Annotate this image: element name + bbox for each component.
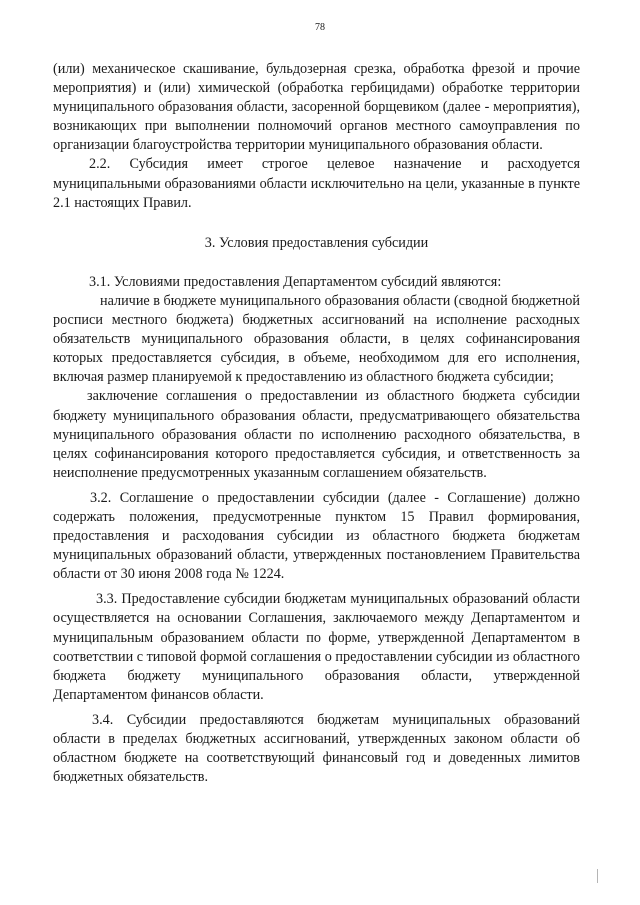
paragraph-3-2: 3.2. Соглашение о предоставлении субсидии (далее - Соглашение) должно содержать положения, предусмотренные пунктом 15 Правил формирования, предоставления и расходования субсидии из областного бюджета бюджетам муниципальных образований области, утвержденных постановлением Правительства области от 30 июня 2008 года № 1224. <box>53 489 580 583</box>
paragraph-continuation: (или) механическое скашивание, бульдозерная срезка, обработка фрезой и прочие мероприятия) и (или) химической (обработка гербицидами) обработке территории муниципального образования области, засоренной борщевиком (далее - мероприятия), возникающих при выполнении полномочий органов местного самоуправления по организации благоустройства территории муниципального образования области. <box>53 61 580 154</box>
paragraph-2-2: 2.2. Субсидия имеет строгое целевое назначение и расходуется муниципальными образованиями области исключительно на цели, указанные в пункте 2.1 настоящих Правил. <box>53 156 580 211</box>
paragraph-3-1-condition-a: наличие в бюджете муниципального образования области (сводной бюджетной росписи местного бюджета) бюджетных ассигнований на исполнение расходных обязательств муниципального образования области, в целях софинансирования которых предоставляется субсидия, в объеме, необходимом для его исполнения, включая размер планируемой к предоставлению из областного бюджета субсидии; <box>53 292 580 386</box>
section-heading-3: 3. Условия предоставления субсидии <box>204 234 429 251</box>
document-body <box>53 60 580 787</box>
paragraph-3-4: 3.4. Субсидии предоставляются бюджетам муниципальных образований области в пределах бюджетных ассигнований, утвержденных законом области об областном бюджете на соответствующий финансовый год и доведенных лимитов бюджетных обязательств. <box>53 711 580 786</box>
paragraph-3-1: 3.1. Условиями предоставления Департаментом субсидий являются: <box>89 273 502 290</box>
page-number: 78 <box>315 22 325 33</box>
scan-edge-mark <box>597 869 598 883</box>
paragraph-3-3: 3.3. Предоставление субсидии бюджетам муниципальных образований области осуществляется на основании Соглашения, заключаемого между Департаментом и муниципальным образованием области по форме, утвержденной Департаментом в соответствии с типовой формой соглашения о предоставлении субсидии из областного бюджета бюджету муниципального образования области, утвержденной Департаментом финансов области. <box>53 591 580 703</box>
paragraph-3-1-condition-b: заключение соглашения о предоставлении из областного бюджета субсидии бюджету муниципального образования области, предусматривающего обязательства муниципального образования области по исполнению расходного обязательства, в целях софинансирования которого предоставляется субсидия, и ответственность за неисполнение предусмотренных указанным соглашением обязательств. <box>53 388 580 481</box>
